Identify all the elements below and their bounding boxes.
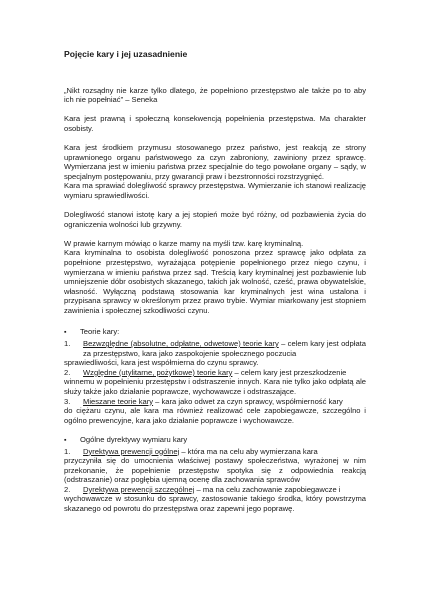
directives-heading-row — [64, 435, 366, 446]
item-number: 2. — [64, 367, 71, 377]
item-term: Mieszane teorie kary — [83, 396, 154, 406]
item-term: Dyrektywa prewencji ogólnej — [83, 446, 180, 456]
theory-item — [64, 368, 366, 378]
document-title: Pojęcie kary i jej uzasadnienie — [64, 49, 188, 59]
directive-item — [64, 447, 366, 457]
item-continuation: przyczyniła się do umocnienia właściwej postawy społeczeństwa, wyrażonej w nim przekonanie, że popełnienie przestępstw spotyka się z odpowiednia reakcją (odstraszanie) oraz pogłębia ujemną ocenę dla zachowania sprawców — [64, 456, 366, 485]
item-number: 3. — [64, 396, 71, 406]
theories-heading-row — [64, 327, 366, 338]
paragraph-coercion: Kara jest środkiem przymusu stosowanego przez państwo, jest reakcją ze strony uprawnionego organu państwowego za czyn zabroniony, zawiniony przez sprawcę. Wymierzana jest w imieniu państwa przez specjalnie do tego powołane organy – sądy, w specjalnym postępowaniu, przy gwarancji praw i bezstronności rozstrzygnięć. — [64, 142, 366, 181]
item-first-text: – celem kary jest odpłata za przestępstwo, kara jako zaspokojenie społecznego poczucia — [83, 339, 366, 358]
bullet-icon: ▪ — [64, 436, 67, 444]
item-continuation: sprawiedliwości, kara jest współmierna do czynu sprawcy. — [64, 358, 259, 368]
item-term: Dyrektywa prewencji szczególnej — [83, 484, 195, 494]
paragraph-criminal-penalty: Kara kryminalna to osobista dolegliwość ponoszona przez sprawcę jako odpłata za popełnione przestępstwo, wyrażająca potępienie popełnionego przez niego czynu, i wymierzana w imieniu państwa przez sąd. Treścią kary kryminalnej jest pozbawienie lub umniejszenie dóbr osobistych skazanego, takich jak wolność, cześć, prawa obywatelskie, własność. Wyłączną podstawą stosowania kar kryminalnych jest wina ustalona i przypisana sprawcy w określonym przez prawo trybie. Wymiar miarkowany jest stopniem zawinienia i społecznej szkodliwości czynu. — [64, 248, 366, 315]
item-continuation: wychowawcze w stosunku do sprawcy, zastosowanie takiego środka, który powstrzyma skazanego od powrotu do przestępstwa oraz zapewni jego poprawę. — [64, 494, 366, 514]
item-first-line — [83, 368, 366, 378]
theory-item — [64, 339, 366, 358]
item-term: Bezwzględne (absolutne, odpłatne, odwetowe) teorie kary — [83, 339, 279, 349]
item-first-text: – która ma na celu aby wymierzana kara — [179, 446, 318, 456]
directive-item — [64, 485, 366, 495]
item-first-text: – celem kary jest przeszkodzenie — [232, 367, 347, 377]
item-number: 2. — [64, 484, 71, 494]
item-first-text: – ma na celu zachowanie zapobiegawcze i — [194, 484, 341, 494]
bullet-icon: ▪ — [64, 329, 67, 337]
theories-heading: Teorie kary: — [80, 327, 120, 337]
item-first-line — [83, 397, 366, 407]
item-first-text: – kara jako odwet za czyn sprawcy, współmierność kary — [153, 396, 343, 406]
item-continuation: do ciężaru czynu, ale kara ma również realizować cele zapobiegawcze, szczególno i ogólno prewencyjne, kara jako działanie poprawcze i wychowawcze. — [64, 406, 366, 425]
paragraph-criminal-penalty-intro: W prawie karnym mówiąc o karze mamy na myśli tzw. karę kryminalną. — [64, 238, 304, 248]
seneca-quote: „Nikt rozsądny nie karze tylko dlatego, że popełniono przestępstwo ale także po to aby ich nie popełniać” – Seneka — [64, 85, 366, 105]
paragraph-affliction: Kara ma sprawiać dolegliwość sprawcy przestępstwa. Wymierzanie ich stanowi realizację wymiaru sprawiedliwości. — [64, 181, 366, 200]
paragraph-definition: Kara jest prawną i społeczną konsekwencją popełnienia przestępstwa. Ma charakter osobisty. — [64, 114, 366, 133]
item-number: 1. — [64, 446, 71, 456]
item-first-line — [83, 485, 366, 495]
spacer — [64, 425, 366, 435]
theory-item — [64, 397, 366, 407]
item-first-line — [83, 447, 366, 457]
item-term: Względne (utylitarne, pożytkowe) teorie kary — [83, 367, 233, 377]
item-first-line — [83, 339, 366, 358]
paragraph-severity: Dolegliwość stanowi istotę kary a jej stopień może być różny, od pozbawienia życia do ograniczenia wolności lub grzywny. — [64, 210, 366, 229]
directives-heading: Ogólne dyrektywy wymiaru kary — [80, 434, 188, 444]
item-number: 1. — [64, 339, 71, 349]
item-continuation: winnemu w popełnieniu przestępstw i odstraszenie innych. Kara nie tylko jako odpłatą ale służy także jako działanie poprawcze, wychowawcze i odstraszające. — [64, 377, 366, 397]
